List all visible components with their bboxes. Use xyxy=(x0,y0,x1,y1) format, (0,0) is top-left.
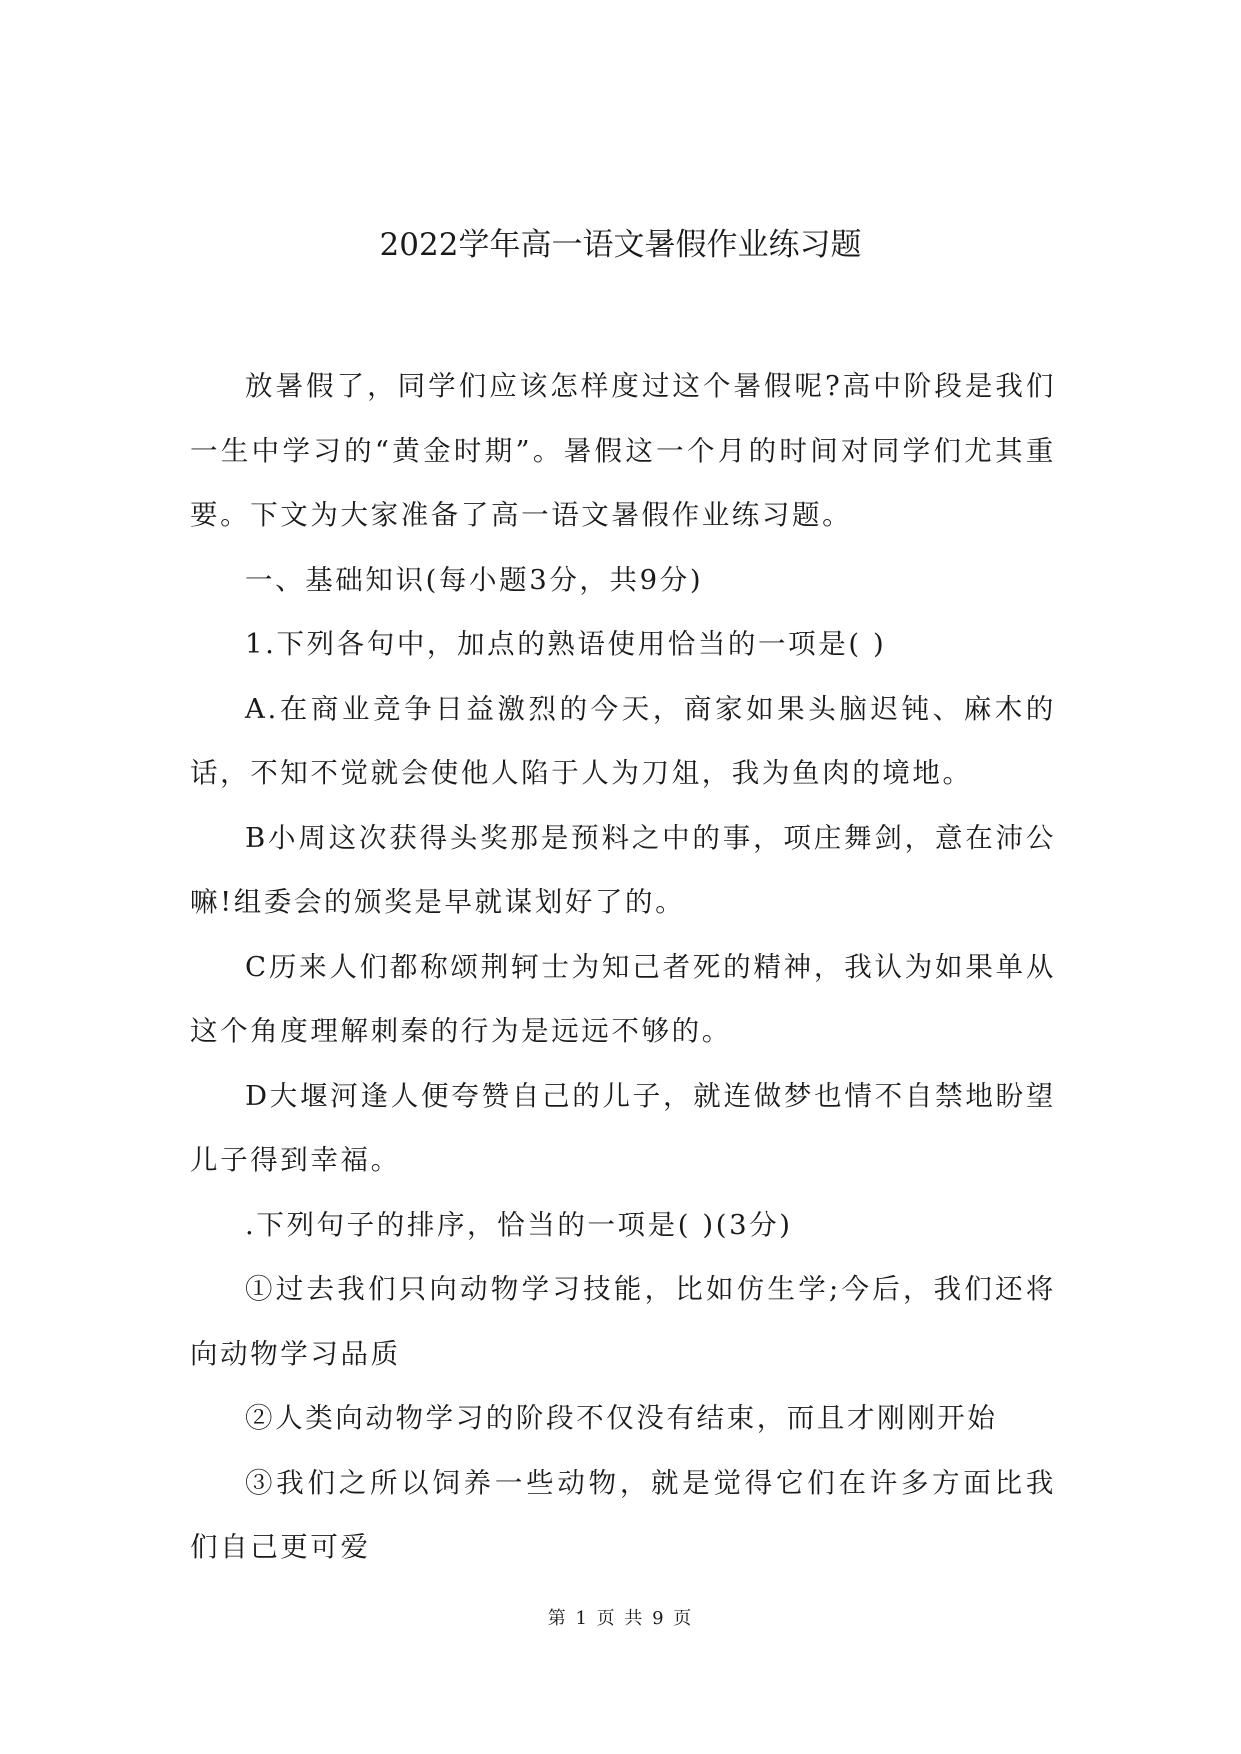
option-c: C历来人们都称颂荆轲士为知己者死的精神，我认为如果单从这个角度理解刺秦的行为是远远不够的。 xyxy=(190,950,1056,1047)
option-b: B小周这次获得头奖那是预料之中的事，项庄舞剑，意在沛公嘛!组委会的颁奖是早就谋划好了的。 xyxy=(190,821,1056,918)
page-title: 2022学年高一语文暑假作业练习题 xyxy=(379,227,862,263)
option-d: D大堰河逢人便夸赞自己的儿子，就连做梦也情不自禁地盼望儿子得到幸福。 xyxy=(190,1079,1056,1176)
option-a: A.在商业竞争日益激烈的今天，商家如果头脑迟钝、麻木的话，不知不觉就会使他人陷于人为刀俎，我为鱼肉的境地。 xyxy=(190,692,1056,789)
sentence-2: ②人类向动物学习的阶段不仅没有结束，而且才刚刚开始 xyxy=(245,1402,998,1434)
paragraph-intro: 放暑假了，同学们应该怎样度过这个暑假呢?高中阶段是我们一生中学习的“黄金时期”。暑假这一个月的时间对同学们尤其重要。下文为大家准备了高一语文暑假作业练习题。 xyxy=(190,370,1056,531)
question-2: .下列句子的排序，恰当的一项是( )(3分) xyxy=(245,1208,793,1241)
sentence-1: ①过去我们只向动物学习技能，比如仿生学;今后，我们还将向动物学习品质 xyxy=(190,1273,1056,1370)
section-heading-basics: 一、基础知识(每小题3分，共9分) xyxy=(245,563,704,596)
document-body xyxy=(190,354,1056,1580)
question-1: 1.下列各句中，加点的熟语使用恰当的一项是( ) xyxy=(245,628,887,660)
sentence-3: ③我们之所以饲养一些动物，就是觉得它们在许多方面比我们自己更可爱 xyxy=(190,1466,1056,1563)
page-footer: 第 1 页 共 9 页 xyxy=(547,1608,694,1629)
